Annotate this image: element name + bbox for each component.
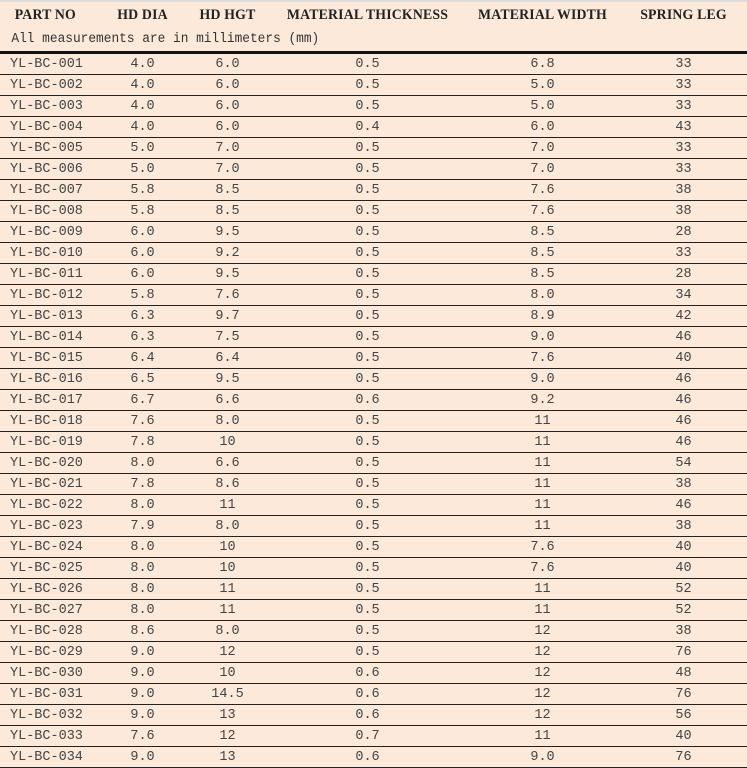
table-row	[0, 747, 747, 768]
cell-material-width: 12	[465, 621, 620, 642]
cell-material-thickness: 0.5	[270, 516, 465, 537]
cell-part-no: YL-BC-017	[0, 390, 100, 411]
cell-material-thickness: 0.5	[270, 75, 465, 96]
cell-part-no: YL-BC-024	[0, 537, 100, 558]
cell-hd-dia: 5.8	[100, 180, 185, 201]
cell-hd-dia: 4.0	[100, 96, 185, 117]
cell-hd-hgt: 6.0	[185, 75, 270, 96]
cell-material-thickness: 0.5	[270, 138, 465, 159]
cell-hd-hgt: 8.5	[185, 201, 270, 222]
cell-part-no: YL-BC-011	[0, 264, 100, 285]
cell-hd-dia: 9.0	[100, 705, 185, 726]
cell-material-thickness: 0.5	[270, 222, 465, 243]
table-row	[0, 117, 747, 138]
table-row	[0, 306, 747, 327]
cell-hd-hgt: 7.6	[185, 285, 270, 306]
cell-spring-leg: 52	[620, 579, 747, 600]
cell-hd-dia: 7.6	[100, 726, 185, 747]
cell-hd-dia: 4.0	[100, 117, 185, 138]
cell-part-no: YL-BC-015	[0, 348, 100, 369]
cell-hd-hgt: 6.6	[185, 453, 270, 474]
cell-hd-dia: 4.0	[100, 53, 185, 75]
cell-material-thickness: 0.5	[270, 369, 465, 390]
cell-material-thickness: 0.5	[270, 642, 465, 663]
cell-part-no: YL-BC-010	[0, 243, 100, 264]
cell-part-no: YL-BC-018	[0, 411, 100, 432]
cell-material-thickness: 0.5	[270, 579, 465, 600]
cell-hd-dia: 6.0	[100, 243, 185, 264]
cell-hd-hgt: 9.5	[185, 264, 270, 285]
cell-part-no: YL-BC-006	[0, 159, 100, 180]
table-row	[0, 369, 747, 390]
cell-material-width: 11	[465, 579, 620, 600]
cell-hd-hgt: 9.5	[185, 369, 270, 390]
table-row	[0, 96, 747, 117]
table-row	[0, 579, 747, 600]
cell-material-thickness: 0.5	[270, 264, 465, 285]
cell-hd-dia: 8.0	[100, 558, 185, 579]
cell-material-thickness: 0.5	[270, 180, 465, 201]
cell-hd-hgt: 9.7	[185, 306, 270, 327]
cell-hd-dia: 6.4	[100, 348, 185, 369]
cell-hd-hgt: 13	[185, 705, 270, 726]
header-part-no: PART NO	[14, 6, 76, 23]
cell-material-width: 6.8	[465, 53, 620, 75]
cell-part-no: YL-BC-023	[0, 516, 100, 537]
cell-part-no: YL-BC-034	[0, 747, 100, 768]
cell-spring-leg: 48	[620, 663, 747, 684]
cell-material-thickness: 0.5	[270, 327, 465, 348]
table-row	[0, 474, 747, 495]
table-row	[0, 453, 747, 474]
cell-material-width: 11	[465, 474, 620, 495]
cell-spring-leg: 28	[620, 264, 747, 285]
cell-spring-leg: 38	[620, 621, 747, 642]
cell-material-width: 11	[465, 726, 620, 747]
cell-material-thickness: 0.5	[270, 159, 465, 180]
cell-hd-dia: 6.0	[100, 222, 185, 243]
cell-material-width: 9.0	[465, 369, 620, 390]
cell-hd-dia: 5.0	[100, 138, 185, 159]
cell-material-width: 9.0	[465, 327, 620, 348]
cell-hd-hgt: 13	[185, 747, 270, 768]
cell-spring-leg: 43	[620, 117, 747, 138]
cell-spring-leg: 34	[620, 285, 747, 306]
cell-material-width: 5.0	[465, 96, 620, 117]
cell-hd-hgt: 8.5	[185, 180, 270, 201]
table-row	[0, 390, 747, 411]
cell-hd-dia: 6.5	[100, 369, 185, 390]
cell-part-no: YL-BC-029	[0, 642, 100, 663]
cell-spring-leg: 76	[620, 684, 747, 705]
cell-material-width: 7.6	[465, 201, 620, 222]
cell-part-no: YL-BC-032	[0, 705, 100, 726]
table-row	[0, 558, 747, 579]
cell-hd-hgt: 11	[185, 600, 270, 621]
cell-spring-leg: 38	[620, 516, 747, 537]
cell-hd-dia: 6.3	[100, 306, 185, 327]
cell-spring-leg: 33	[620, 159, 747, 180]
cell-part-no: YL-BC-031	[0, 684, 100, 705]
cell-material-thickness: 0.6	[270, 663, 465, 684]
cell-hd-dia: 9.0	[100, 684, 185, 705]
cell-material-width: 8.9	[465, 306, 620, 327]
cell-spring-leg: 46	[620, 432, 747, 453]
cell-part-no: YL-BC-020	[0, 453, 100, 474]
table-row	[0, 138, 747, 159]
cell-hd-dia: 9.0	[100, 642, 185, 663]
cell-spring-leg: 38	[620, 180, 747, 201]
cell-spring-leg: 46	[620, 390, 747, 411]
cell-hd-hgt: 7.0	[185, 159, 270, 180]
cell-hd-hgt: 10	[185, 663, 270, 684]
cell-part-no: YL-BC-033	[0, 726, 100, 747]
table-row	[0, 642, 747, 663]
cell-hd-hgt: 12	[185, 726, 270, 747]
table-row	[0, 327, 747, 348]
cell-spring-leg: 42	[620, 306, 747, 327]
units-note: All measurements are in millimeters (mm)	[0, 28, 710, 53]
cell-material-thickness: 0.5	[270, 495, 465, 516]
cell-part-no: YL-BC-005	[0, 138, 100, 159]
cell-material-width: 12	[465, 705, 620, 726]
cell-part-no: YL-BC-016	[0, 369, 100, 390]
cell-material-width: 11	[465, 600, 620, 621]
cell-hd-dia: 5.8	[100, 201, 185, 222]
cell-spring-leg: 33	[620, 75, 747, 96]
cell-material-width: 8.5	[465, 264, 620, 285]
cell-hd-hgt: 8.0	[185, 516, 270, 537]
cell-part-no: YL-BC-021	[0, 474, 100, 495]
cell-hd-dia: 8.0	[100, 453, 185, 474]
cell-material-thickness: 0.6	[270, 747, 465, 768]
table-row	[0, 75, 747, 96]
cell-hd-dia: 7.8	[100, 474, 185, 495]
cell-spring-leg: 52	[620, 600, 747, 621]
cell-material-width: 5.0	[465, 75, 620, 96]
cell-material-thickness: 0.7	[270, 726, 465, 747]
table-row	[0, 663, 747, 684]
table-row	[0, 684, 747, 705]
cell-hd-hgt: 11	[185, 495, 270, 516]
table-row	[0, 516, 747, 537]
cell-part-no: YL-BC-028	[0, 621, 100, 642]
note-row	[0, 28, 747, 53]
table-row	[0, 285, 747, 306]
table-row	[0, 222, 747, 243]
cell-spring-leg: 76	[620, 747, 747, 768]
table-row	[0, 264, 747, 285]
cell-material-thickness: 0.5	[270, 621, 465, 642]
header-hd-hgt: HD HGT	[199, 6, 256, 23]
cell-material-width: 11	[465, 495, 620, 516]
cell-hd-hgt: 8.0	[185, 411, 270, 432]
cell-hd-hgt: 7.5	[185, 327, 270, 348]
cell-part-no: YL-BC-027	[0, 600, 100, 621]
cell-material-thickness: 0.5	[270, 411, 465, 432]
cell-part-no: YL-BC-026	[0, 579, 100, 600]
cell-material-thickness: 0.5	[270, 53, 465, 75]
cell-hd-dia: 9.0	[100, 663, 185, 684]
cell-material-thickness: 0.5	[270, 201, 465, 222]
cell-material-width: 8.0	[465, 285, 620, 306]
cell-spring-leg: 46	[620, 369, 747, 390]
cell-material-thickness: 0.5	[270, 474, 465, 495]
cell-material-width: 7.0	[465, 138, 620, 159]
table-row	[0, 411, 747, 432]
cell-material-thickness: 0.5	[270, 537, 465, 558]
header-material-width: MATERIAL WIDTH	[477, 6, 607, 23]
header-spring-leg: SPRING LEG	[640, 6, 727, 23]
cell-material-width: 8.5	[465, 222, 620, 243]
cell-material-thickness: 0.6	[270, 705, 465, 726]
cell-material-thickness: 0.5	[270, 432, 465, 453]
spring-specs-table	[0, 2, 747, 768]
cell-part-no: YL-BC-002	[0, 75, 100, 96]
cell-material-thickness: 0.4	[270, 117, 465, 138]
cell-material-width: 11	[465, 453, 620, 474]
table-row	[0, 201, 747, 222]
cell-hd-dia: 8.0	[100, 600, 185, 621]
cell-spring-leg: 28	[620, 222, 747, 243]
cell-hd-hgt: 6.4	[185, 348, 270, 369]
cell-hd-dia: 8.0	[100, 579, 185, 600]
cell-material-thickness: 0.5	[270, 243, 465, 264]
cell-hd-hgt: 6.0	[185, 117, 270, 138]
cell-part-no: YL-BC-008	[0, 201, 100, 222]
cell-material-width: 7.0	[465, 159, 620, 180]
cell-material-width: 11	[465, 411, 620, 432]
cell-part-no: YL-BC-009	[0, 222, 100, 243]
table-row	[0, 600, 747, 621]
cell-material-thickness: 0.5	[270, 600, 465, 621]
cell-material-width: 8.5	[465, 243, 620, 264]
cell-hd-dia: 9.0	[100, 747, 185, 768]
cell-part-no: YL-BC-025	[0, 558, 100, 579]
cell-hd-dia: 7.9	[100, 516, 185, 537]
table-row	[0, 726, 747, 747]
cell-part-no: YL-BC-007	[0, 180, 100, 201]
header-material-thickness: MATERIAL THICKNESS	[286, 6, 449, 23]
cell-hd-hgt: 10	[185, 432, 270, 453]
cell-spring-leg: 46	[620, 411, 747, 432]
cell-part-no: YL-BC-022	[0, 495, 100, 516]
header-row	[0, 2, 747, 28]
cell-hd-dia: 8.0	[100, 495, 185, 516]
cell-hd-hgt: 8.6	[185, 474, 270, 495]
cell-material-width: 11	[465, 516, 620, 537]
cell-part-no: YL-BC-004	[0, 117, 100, 138]
table-row	[0, 705, 747, 726]
cell-hd-hgt: 6.6	[185, 390, 270, 411]
header-hd-dia: HD DIA	[117, 6, 168, 23]
cell-hd-hgt: 6.0	[185, 96, 270, 117]
cell-hd-dia: 8.6	[100, 621, 185, 642]
table-row	[0, 243, 747, 264]
cell-material-width: 6.0	[465, 117, 620, 138]
cell-material-width: 7.6	[465, 348, 620, 369]
cell-part-no: YL-BC-014	[0, 327, 100, 348]
cell-material-width: 12	[465, 642, 620, 663]
cell-material-width: 12	[465, 684, 620, 705]
cell-hd-hgt: 8.0	[185, 621, 270, 642]
cell-material-thickness: 0.5	[270, 453, 465, 474]
cell-hd-dia: 6.0	[100, 264, 185, 285]
cell-part-no: YL-BC-012	[0, 285, 100, 306]
table-row	[0, 348, 747, 369]
cell-hd-dia: 7.6	[100, 411, 185, 432]
cell-hd-dia: 4.0	[100, 75, 185, 96]
cell-spring-leg: 40	[620, 726, 747, 747]
cell-material-thickness: 0.5	[270, 348, 465, 369]
cell-material-thickness: 0.5	[270, 285, 465, 306]
cell-hd-hgt: 6.0	[185, 53, 270, 75]
table-row	[0, 537, 747, 558]
cell-spring-leg: 40	[620, 537, 747, 558]
cell-hd-hgt: 9.2	[185, 243, 270, 264]
cell-hd-hgt: 12	[185, 642, 270, 663]
cell-spring-leg: 56	[620, 705, 747, 726]
cell-material-thickness: 0.6	[270, 390, 465, 411]
cell-spring-leg: 33	[620, 53, 747, 75]
cell-spring-leg: 46	[620, 495, 747, 516]
cell-hd-dia: 6.7	[100, 390, 185, 411]
cell-hd-dia: 5.8	[100, 285, 185, 306]
cell-material-thickness: 0.5	[270, 306, 465, 327]
table-row	[0, 159, 747, 180]
cell-part-no: YL-BC-019	[0, 432, 100, 453]
cell-material-width: 12	[465, 663, 620, 684]
cell-hd-hgt: 7.0	[185, 138, 270, 159]
cell-material-width: 11	[465, 432, 620, 453]
cell-spring-leg: 40	[620, 558, 747, 579]
cell-spring-leg: 33	[620, 96, 747, 117]
cell-part-no: YL-BC-030	[0, 663, 100, 684]
cell-part-no: YL-BC-003	[0, 96, 100, 117]
table-body	[0, 53, 747, 768]
table-row	[0, 180, 747, 201]
cell-material-width: 7.6	[465, 537, 620, 558]
cell-spring-leg: 33	[620, 138, 747, 159]
cell-material-thickness: 0.5	[270, 558, 465, 579]
table-row	[0, 53, 747, 75]
cell-hd-hgt: 10	[185, 558, 270, 579]
cell-spring-leg: 40	[620, 348, 747, 369]
cell-hd-hgt: 10	[185, 537, 270, 558]
cell-hd-dia: 8.0	[100, 537, 185, 558]
cell-spring-leg: 38	[620, 474, 747, 495]
cell-spring-leg: 46	[620, 327, 747, 348]
cell-hd-hgt: 11	[185, 579, 270, 600]
table-row	[0, 495, 747, 516]
cell-hd-hgt: 9.5	[185, 222, 270, 243]
cell-spring-leg: 33	[620, 243, 747, 264]
cell-material-width: 7.6	[465, 558, 620, 579]
table-row	[0, 621, 747, 642]
cell-material-thickness: 0.6	[270, 684, 465, 705]
cell-hd-dia: 5.0	[100, 159, 185, 180]
cell-spring-leg: 54	[620, 453, 747, 474]
cell-part-no: YL-BC-001	[0, 53, 100, 75]
cell-part-no: YL-BC-013	[0, 306, 100, 327]
cell-hd-dia: 6.3	[100, 327, 185, 348]
table-row	[0, 432, 747, 453]
cell-material-thickness: 0.5	[270, 96, 465, 117]
cell-material-width: 9.0	[465, 747, 620, 768]
cell-spring-leg: 76	[620, 642, 747, 663]
cell-hd-hgt: 14.5	[185, 684, 270, 705]
cell-material-width: 7.6	[465, 180, 620, 201]
cell-hd-dia: 7.8	[100, 432, 185, 453]
cell-spring-leg: 38	[620, 201, 747, 222]
cell-material-width: 9.2	[465, 390, 620, 411]
